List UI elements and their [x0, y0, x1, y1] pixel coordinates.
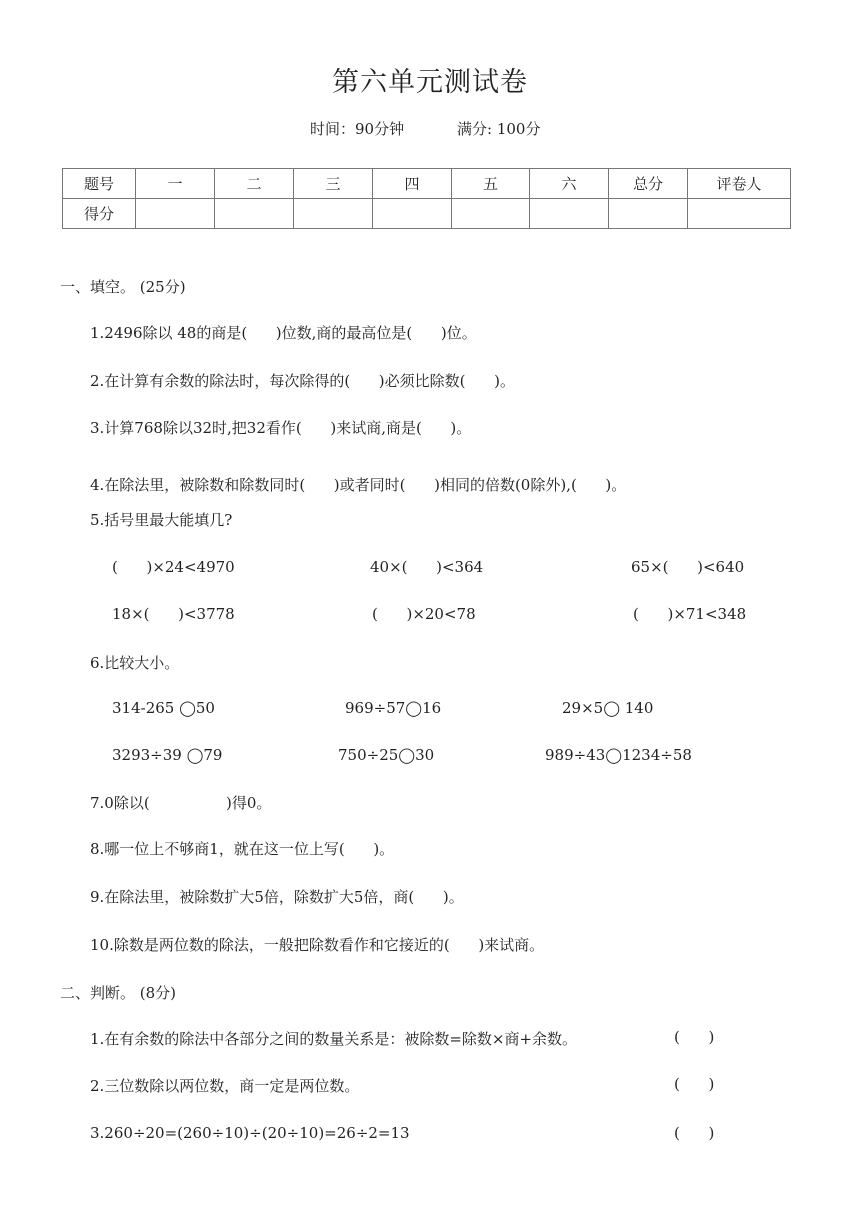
question-5: 5.括号里最大能填几?: [90, 511, 233, 529]
table-row-label: 得分: [63, 199, 136, 229]
inequality-item: ( )×20<78: [372, 605, 476, 623]
question-4: 4.在除法里，被除数和除数同时( )或者同时( )相同的倍数(0除外),( )。: [90, 476, 627, 494]
answer-bracket[interactable]: ( ): [674, 1028, 715, 1046]
table-row: [63, 199, 791, 229]
answer-bracket[interactable]: ( ): [674, 1075, 715, 1093]
table-header-cell: 六: [530, 169, 609, 199]
score-cell[interactable]: [294, 199, 373, 229]
inequality-item: 65×( )<640: [631, 558, 745, 576]
time-limit: 时间：90分钟: [310, 120, 405, 138]
section-heading-fill: 一、填空。 (25分): [60, 278, 186, 296]
table-header-cell: 二: [215, 169, 294, 199]
judge-item: 1.在有余数的除法中各部分之间的数量关系是：被除数=除数×商+余数。: [90, 1030, 578, 1048]
question-1: 1.2496除以 48的商是( )位数,商的最高位是( )位。: [90, 324, 477, 342]
compare-item: 314-265 ◯50: [112, 699, 215, 717]
inequality-item: 40×( )<364: [370, 558, 484, 576]
table-header-cell: 一: [136, 169, 215, 199]
table-header-cell: 题号: [63, 169, 136, 199]
question-8: 8.哪一位上不够商1，就在这一位上写( )。: [90, 840, 395, 858]
judge-item: 2.三位数除以两位数，商一定是两位数。: [90, 1077, 360, 1095]
score-cell[interactable]: [609, 199, 688, 229]
score-cell[interactable]: [530, 199, 609, 229]
full-score: 满分: 100分: [457, 120, 541, 138]
score-cell[interactable]: [136, 199, 215, 229]
score-cell[interactable]: [452, 199, 530, 229]
section-heading-judge: 二、判断。 (8分): [60, 984, 177, 1002]
table-header-cell: 评卷人: [688, 169, 791, 199]
inequality-item: ( )×71<348: [633, 605, 747, 623]
question-9: 9.在除法里，被除数扩大5倍，除数扩大5倍，商( )。: [90, 888, 464, 906]
inequality-item: 18×( )<3778: [112, 605, 235, 623]
table-header-cell: 三: [294, 169, 373, 199]
answer-bracket[interactable]: ( ): [674, 1124, 715, 1142]
compare-item: 29×5◯ 140: [562, 699, 654, 717]
judge-item: 3.260÷20=(260÷10)÷(20÷10)=26÷2=13: [90, 1124, 410, 1142]
table-header-cell: 五: [452, 169, 530, 199]
question-2: 2.在计算有余数的除法时，每次除得的( )必须比除数( )。: [90, 372, 515, 390]
score-cell[interactable]: [373, 199, 452, 229]
page-title: 第六单元测试卷: [332, 67, 528, 98]
question-3: 3.计算768除以32时,把32看作( )来试商,商是( )。: [90, 419, 472, 437]
table-header-cell: 总分: [609, 169, 688, 199]
score-cell[interactable]: [215, 199, 294, 229]
question-10: 10.除数是两位数的除法，一般把除数看作和它接近的( )来试商。: [90, 936, 545, 954]
table-row: [63, 169, 791, 199]
compare-item: 989÷43◯1234÷58: [545, 746, 692, 764]
question-6: 6.比较大小。: [90, 654, 180, 672]
inequality-item: ( )×24<4970: [112, 558, 235, 576]
compare-item: 750÷25◯30: [338, 746, 435, 764]
compare-item: 3293÷39 ◯79: [112, 746, 223, 764]
compare-item: 969÷57◯16: [345, 699, 442, 717]
question-7: 7.0除以( )得0。: [90, 794, 272, 812]
score-cell[interactable]: [688, 199, 791, 229]
table-header-cell: 四: [373, 169, 452, 199]
score-table: [62, 168, 791, 229]
